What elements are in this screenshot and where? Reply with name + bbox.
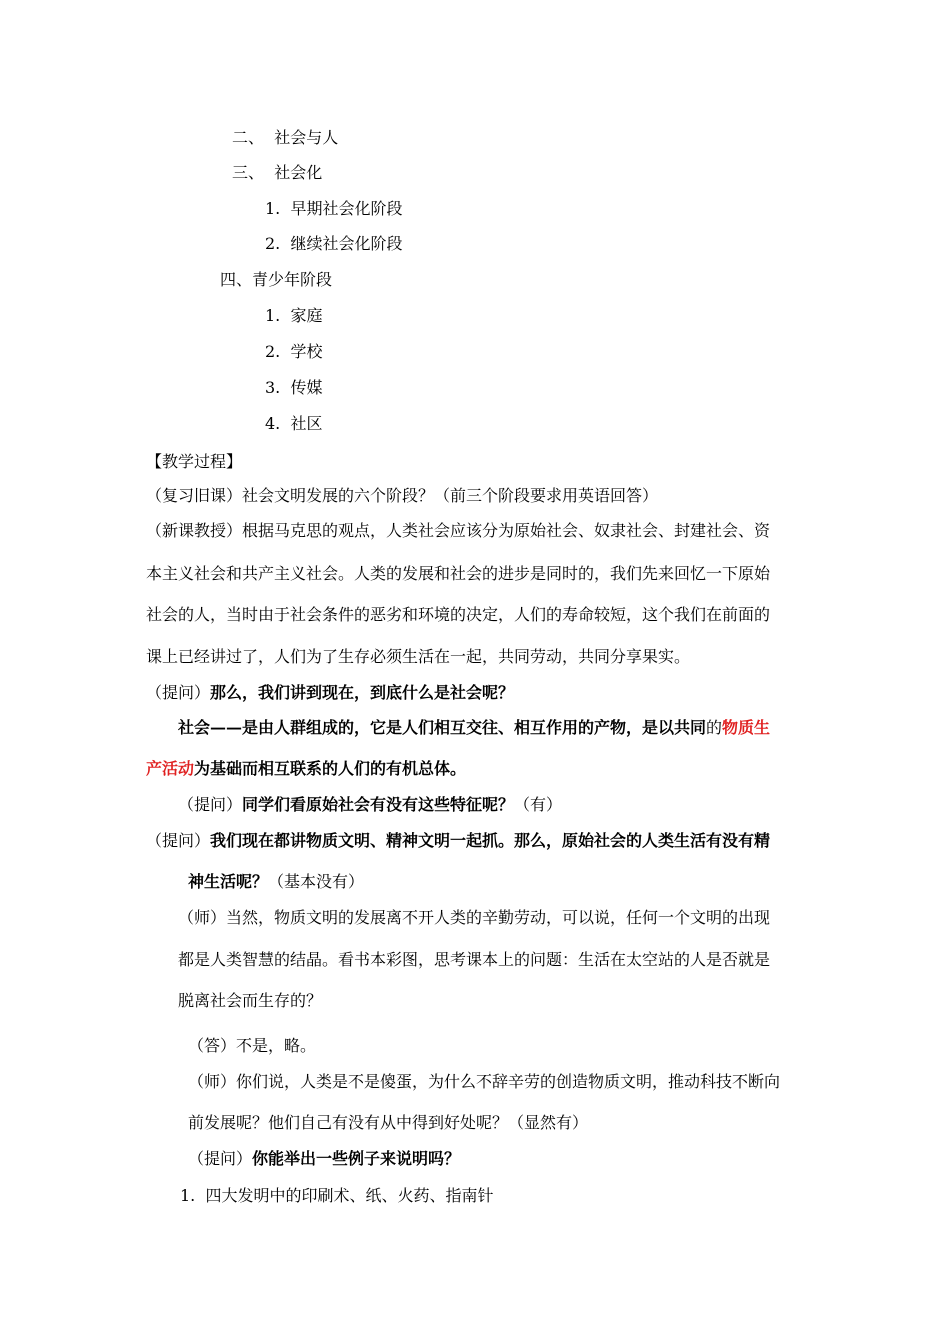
outline-text: 社区	[290, 414, 323, 433]
outline-text: 早期社会化阶段	[290, 199, 403, 218]
paragraph-line: 本主义社会和共产主义社会。人类的发展和社会的进步是同时的，我们先来回忆一下原始	[146, 564, 771, 583]
outline-item	[220, 269, 332, 291]
question-answer: （有）	[514, 795, 563, 814]
paragraph-line: （新课教授）根据马克思的观点，人类社会应该分为原始社会、奴隶社会、封建社会、资	[146, 521, 771, 540]
outline-text: 青少年阶段	[252, 270, 333, 289]
outline-item	[265, 377, 322, 399]
question-line	[146, 682, 514, 704]
list-item	[180, 1185, 493, 1207]
teacher-line: 脱离社会而生存的？	[178, 991, 323, 1010]
outline-number: 1.	[265, 199, 281, 218]
outline-number: 二、	[232, 128, 265, 147]
outline-item	[265, 233, 402, 255]
question-text: 神生活呢？	[188, 872, 269, 891]
outline-text: 学校	[290, 342, 323, 361]
outline-number: 四、	[220, 270, 253, 289]
teacher-line: 都是人类智慧的结晶。看书本彩图，思考课本上的问题：生活在太空站的人是否就是	[178, 950, 771, 969]
question-tag: （提问）	[178, 795, 243, 814]
outline-number: 三、	[232, 163, 265, 182]
outline-item	[265, 305, 322, 327]
question-line	[188, 871, 364, 893]
outline-item	[232, 127, 338, 149]
teacher-line: （师）当然，物质文明的发展离不开人类的辛勤劳动，可以说，任何一个文明的出现	[178, 908, 771, 927]
outline-text: 传媒	[290, 378, 323, 397]
review-line: （复习旧课）社会文明发展的六个阶段？（前三个阶段要求用英语回答）	[146, 486, 659, 505]
list-text: 四大发明中的印刷术、纸、火药、指南针	[205, 1186, 494, 1205]
question-text: 你能举出一些例子来说明吗？	[252, 1149, 461, 1168]
outline-item	[265, 413, 322, 435]
question-tag: （提问）	[188, 1149, 253, 1168]
definition-text: 为基础而相互联系的人们的有机总体。	[194, 759, 467, 778]
outline-item	[265, 198, 402, 220]
teacher-line: 前发展呢？他们自己有没有从中得到好处呢？（显然有）	[188, 1113, 589, 1132]
list-number: 1.	[180, 1186, 196, 1205]
outline-number: 1.	[265, 306, 281, 325]
question-answer: （基本没有）	[268, 872, 365, 891]
question-line	[146, 830, 770, 852]
teacher-line: （师）你们说，人类是不是傻蛋，为什么不辞辛劳的创造物质文明，推动科技不断向	[188, 1072, 781, 1091]
definition-line	[178, 717, 770, 739]
outline-text: 家庭	[290, 306, 323, 325]
outline-text: 社会与人	[274, 128, 339, 147]
highlight-term: 产活动	[146, 759, 195, 778]
section-heading: 【教学过程】	[146, 452, 243, 471]
question-text: 我们现在都讲物质文明、精神文明一起抓。那么，原始社会的人类生活有没有精	[210, 831, 771, 850]
outline-text: 继续社会化阶段	[290, 234, 403, 253]
outline-number: 2.	[265, 234, 281, 253]
question-text: 同学们看原始社会有没有这些特征呢？	[242, 795, 515, 814]
question-tag: （提问）	[146, 683, 211, 702]
definition-text: 社会——是由人群组成的，它是人们相互交往、相互作用的产物，是以共同	[178, 718, 707, 737]
outline-number: 2.	[265, 342, 281, 361]
paragraph-line: 社会的人，当时由于社会条件的恶劣和环境的决定，人们的寿命较短，这个我们在前面的	[146, 605, 771, 624]
question-tag: （提问）	[146, 831, 211, 850]
question-text: 那么，我们讲到现在，到底什么是社会呢？	[210, 683, 515, 702]
highlight-term: 物质生	[722, 718, 771, 737]
definition-connector: 的	[706, 718, 723, 737]
outline-item	[265, 341, 322, 363]
outline-number: 4.	[265, 414, 281, 433]
outline-text: 社会化	[274, 163, 323, 182]
paragraph-line: 课上已经讲过了，人们为了生存必须生活在一起，共同劳动，共同分享果实。	[146, 647, 691, 666]
question-line	[188, 1148, 460, 1170]
outline-item	[232, 162, 322, 184]
question-line	[178, 794, 562, 816]
answer-line: （答）不是，略。	[188, 1036, 317, 1055]
outline-number: 3.	[265, 378, 281, 397]
definition-line	[146, 758, 466, 780]
